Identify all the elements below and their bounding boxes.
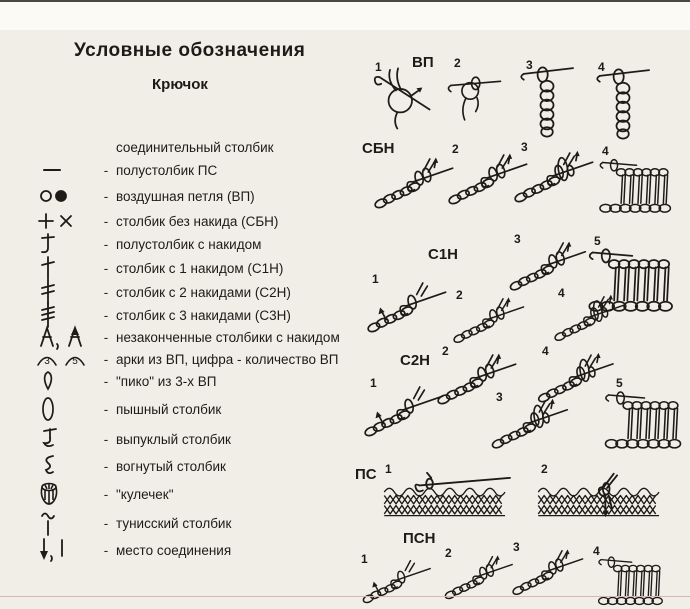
legend-separator: - <box>103 284 109 300</box>
section-c2n <box>360 344 690 458</box>
double-crochet-1-icon <box>36 255 96 281</box>
legend-label: арки из ВП, цифра - количество ВП <box>116 351 339 367</box>
step-number: 3 <box>526 58 533 72</box>
legend-separator: - <box>103 351 109 367</box>
vp-step2-sketch <box>444 60 506 126</box>
picot-icon <box>36 369 96 393</box>
legend-label: столбик с 1 накидом (С1Н) <box>116 260 284 276</box>
section-sbn <box>360 138 685 222</box>
section-vp <box>368 50 686 136</box>
legend-row-half-double <box>36 232 366 256</box>
legend-row-tunisian <box>36 511 366 535</box>
ps-step2-sketch <box>527 472 677 524</box>
step-number: 4 <box>593 544 600 558</box>
arch-digit: 5 <box>72 356 78 367</box>
step-number: 5 <box>616 376 623 390</box>
step-number: 2 <box>456 288 463 302</box>
legend-label: "кулечек" <box>116 486 174 502</box>
step-number: 2 <box>454 56 461 70</box>
step-number: 5 <box>594 234 601 248</box>
section-psn <box>355 530 690 608</box>
legend-label: полустолбик с накидом <box>116 236 262 252</box>
bag-stitch-icon <box>36 480 96 508</box>
step-number: 3 <box>513 540 520 554</box>
legend-label: место соединения <box>116 542 232 558</box>
legend-separator: - <box>103 213 109 229</box>
legend-separator: - <box>103 236 109 252</box>
puff-stitch-icon <box>36 395 96 423</box>
c1n-step1-sketch <box>362 280 450 338</box>
legend-label: столбик с 2 накидами (С2Н) <box>116 284 291 300</box>
vp-step1-sketch <box>368 64 434 130</box>
step-number: 4 <box>598 60 605 74</box>
section-label: ПСН <box>403 530 436 547</box>
legend-separator: - <box>103 162 109 178</box>
legend-separator: - <box>103 431 109 447</box>
legend-row-slip-stitch <box>36 158 366 182</box>
legend-label-top: соединительный столбик <box>116 140 274 155</box>
legend-row-chain <box>36 184 366 208</box>
legend-label: тунисский столбик <box>116 515 232 531</box>
step-number: 2 <box>442 344 449 358</box>
c2n-step5-sketch <box>598 386 690 452</box>
section-c1n <box>362 228 687 346</box>
ps-step1-sketch <box>373 472 523 524</box>
psn-step3-sketch <box>505 548 589 600</box>
legend-row-unfinished <box>36 325 366 349</box>
psn-step1-sketch <box>355 558 437 608</box>
legend-row-double-1 <box>36 256 366 280</box>
legend-separator: - <box>103 329 109 345</box>
legend-separator: - <box>103 458 109 474</box>
page-title: Условные обозначения <box>74 40 306 61</box>
back-post-stitch-icon <box>36 453 96 479</box>
vp-step3-sketch <box>518 62 576 138</box>
half-double-crochet-icon <box>36 231 96 257</box>
step-number: 1 <box>375 60 382 74</box>
legend-label: пышный столбик <box>116 401 222 417</box>
join-point-icon <box>36 537 96 563</box>
single-crochet-icon <box>36 209 96 233</box>
legend-row-back-post <box>36 454 366 478</box>
section-label: ПС <box>355 466 377 483</box>
section-label: СБН <box>362 140 395 157</box>
legend-separator: - <box>103 307 109 323</box>
tunisian-stitch-icon <box>36 509 96 537</box>
step-number: 3 <box>496 390 503 404</box>
legend-label: столбик с 3 накидами (С3Н) <box>116 307 291 323</box>
step-number: 1 <box>361 552 368 566</box>
step-number: 4 <box>558 286 565 300</box>
step-number: 4 <box>542 344 549 358</box>
legend-label: выпуклый столбик <box>116 431 231 447</box>
front-post-stitch-icon <box>36 426 96 452</box>
legend-row-single-crochet <box>36 209 366 233</box>
chain-arches-icon <box>36 348 96 370</box>
legend-label: столбик без накида (СБН) <box>116 213 279 229</box>
legend-label: вогнутый столбик <box>116 458 226 474</box>
step-number: 2 <box>541 462 548 476</box>
legend-row-arches <box>36 347 366 371</box>
step-number: 1 <box>372 272 379 286</box>
legend-separator: - <box>103 401 109 417</box>
legend-separator: - <box>103 515 109 531</box>
legend-label: полустолбик ПС <box>116 162 218 178</box>
step-number: 4 <box>602 144 609 158</box>
sbn-step4-sketch <box>592 154 684 216</box>
legend-separator: - <box>103 542 109 558</box>
sbn-step3-sketch <box>510 150 596 208</box>
section-label: С1Н <box>428 246 459 263</box>
chain-stitch-icon <box>36 184 96 208</box>
step-number: 1 <box>385 462 392 476</box>
step-number: 3 <box>514 232 521 246</box>
step-number: 2 <box>452 142 459 156</box>
section-ps <box>355 458 690 528</box>
legend-separator: - <box>103 188 109 204</box>
section-label: С2Н <box>400 352 431 369</box>
step-number: 3 <box>521 140 528 154</box>
page-subtitle: Крючок <box>152 76 208 93</box>
legend-label: незаконченные столбики с накидом <box>116 329 340 345</box>
legend-row-picot <box>36 369 366 393</box>
step-number: 2 <box>445 546 452 560</box>
legend-row-bag <box>36 482 366 506</box>
psn-step4-sketch <box>585 552 681 608</box>
legend-row-double-2 <box>36 280 366 304</box>
legend-separator: - <box>103 373 109 389</box>
legend-separator: - <box>103 486 109 502</box>
c1n-step5-sketch <box>586 242 682 316</box>
c1n-step2-sketch <box>448 296 528 348</box>
page-top-margin <box>0 2 690 30</box>
legend-row-join <box>36 538 366 562</box>
step-number: 1 <box>370 376 377 390</box>
arch-digit: 3 <box>44 356 50 367</box>
legend-label: воздушная петля (ВП) <box>116 188 255 204</box>
slip-stitch-icon <box>36 158 96 182</box>
c1n-step3-sketch <box>504 240 590 296</box>
legend-row-front-post <box>36 427 366 451</box>
section-label: ВП <box>412 54 434 71</box>
legend-separator: - <box>103 260 109 276</box>
legend-row-puff <box>36 397 366 421</box>
vp-step4-sketch <box>594 64 652 140</box>
legend-label: "пико" из 3-х ВП <box>116 373 217 389</box>
